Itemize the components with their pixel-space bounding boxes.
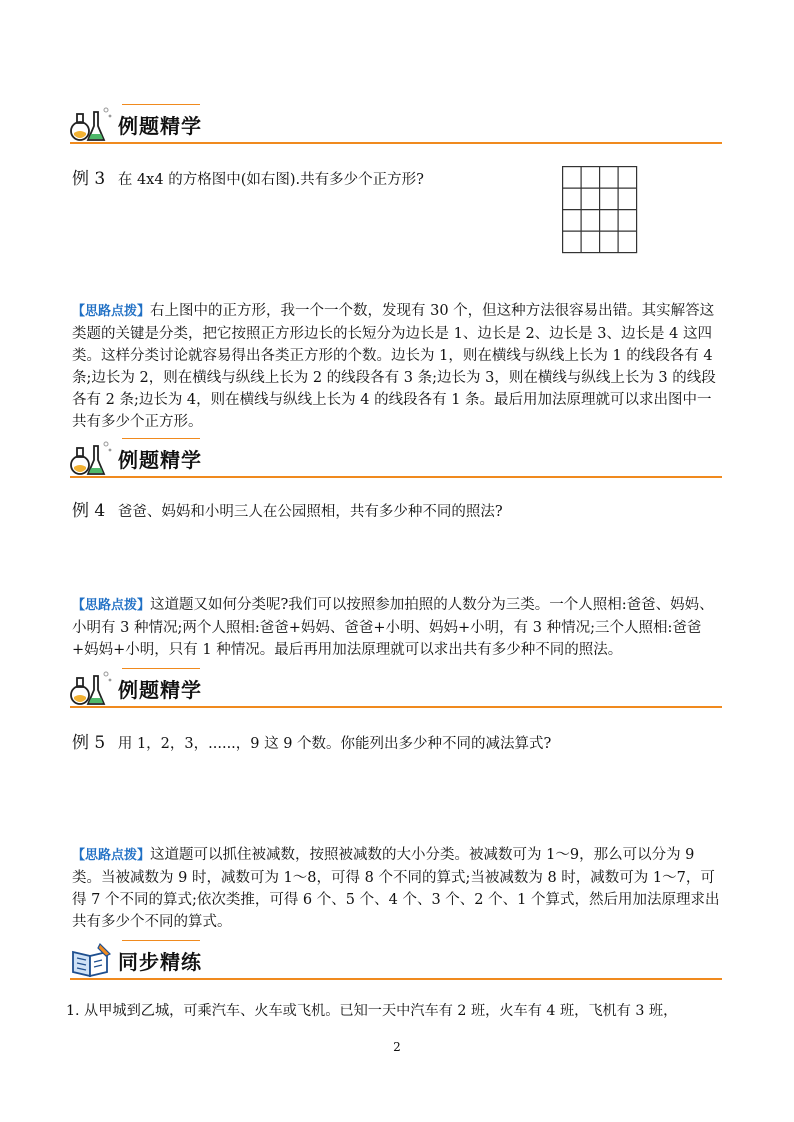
question-text: 爸爸、妈妈和小明三人在公园照相，共有多少种不同的照法? bbox=[117, 504, 503, 520]
header-top-line bbox=[122, 104, 200, 105]
open-book-icon bbox=[70, 940, 114, 982]
section-title: 例题精学 bbox=[118, 448, 202, 472]
flask-icon bbox=[70, 104, 114, 146]
example-4-question bbox=[72, 500, 724, 523]
section-title: 例题精学 bbox=[118, 114, 202, 138]
section-header-example bbox=[70, 438, 722, 480]
example-label: 例 4 bbox=[72, 501, 106, 521]
hint-text: 这道题可以抓住被减数，按照被减数的大小分类。被减数可为 1～9，那么可以分为 9 类。当被减数为 9 时，减数可为 1～8，可得 8 个不同的算式;当被减数为 8 时，减数可为 1～7，可得 7 个不同的算式;依次类推，可得 6 个、5 个、4 个、3 个、2 个、1 个算式，然后用加法原理求出共有多少个不同的算式。 bbox=[72, 847, 720, 930]
question-text: 在 4x4 的方格图中(如右图).共有多少个正方形? bbox=[117, 172, 424, 188]
header-top-line bbox=[122, 940, 200, 941]
example-4-hint bbox=[72, 594, 724, 661]
practice-item-1: 1. 从甲城到乙城，可乘汽车、火车或飞机。已知一天中汽车有 2 班，火车有 4 班，飞机有 3 班， bbox=[66, 1003, 678, 1019]
hint-label: 【思路点拨】 bbox=[72, 304, 151, 319]
header-top-line bbox=[122, 668, 200, 669]
example-label: 例 5 bbox=[72, 733, 106, 753]
section-header-example bbox=[70, 104, 722, 146]
flask-icon bbox=[70, 668, 114, 710]
example-3-hint bbox=[72, 300, 724, 433]
section-header-practice bbox=[70, 940, 722, 982]
example-5-hint bbox=[72, 844, 724, 933]
flask-icon bbox=[70, 438, 114, 480]
hint-label: 【思路点拨】 bbox=[72, 848, 151, 863]
header-bottom-line bbox=[70, 476, 722, 478]
header-top-line bbox=[122, 438, 200, 439]
header-bottom-line bbox=[70, 978, 722, 980]
section-header-example bbox=[70, 668, 722, 710]
example-label: 例 3 bbox=[72, 169, 106, 189]
section-title: 同步精练 bbox=[118, 950, 202, 974]
header-bottom-line bbox=[70, 706, 722, 708]
hint-text: 这道题又如何分类呢?我们可以按照参加拍照的人数分为三类。一个人照相:爸爸、妈妈、小明有 3 种情况;两个人照相:爸爸+妈妈、爸爸+小明、妈妈+小明，有 3 种情况;三个人照相:爸爸+妈妈+小明，只有 1 种情况。最后再用加法原理就可以求出共有多少种不同的照法。 bbox=[72, 597, 714, 658]
hint-text: 右上图中的正方形，我一个一个数，发现有 30 个，但这种方法很容易出错。其实解答这类题的关键是分类，把它按照正方形边长的长短分为边长是 1、边长是 2、边长是 3、边长是 4 这四类。这样分类讨论就容易得出各类正方形的个数。边长为 1，则在横线与纵线上长为 1 的线段各有 4 条;边长为 2，则在横线与纵线上长为 2 的线段各有 3 条;边长为 3，则在横线与纵线上长为 3 的线段各有 2 条;边长为 4，则在横线与纵线上长为 4 的线段各有 1 条。最后用加法原理就可以求出图中一共有多少个正方形。 bbox=[72, 303, 716, 430]
header-bottom-line bbox=[70, 142, 722, 144]
section-title: 例题精学 bbox=[118, 678, 202, 702]
question-text: 用 1，2，3，......，9 这 9 个数。你能列出多少种不同的减法算式? bbox=[117, 736, 552, 752]
example-5-question bbox=[72, 732, 724, 755]
page-number: 2 bbox=[393, 1040, 401, 1054]
grid-4x4-figure bbox=[562, 166, 638, 254]
hint-label: 【思路点拨】 bbox=[72, 598, 151, 613]
